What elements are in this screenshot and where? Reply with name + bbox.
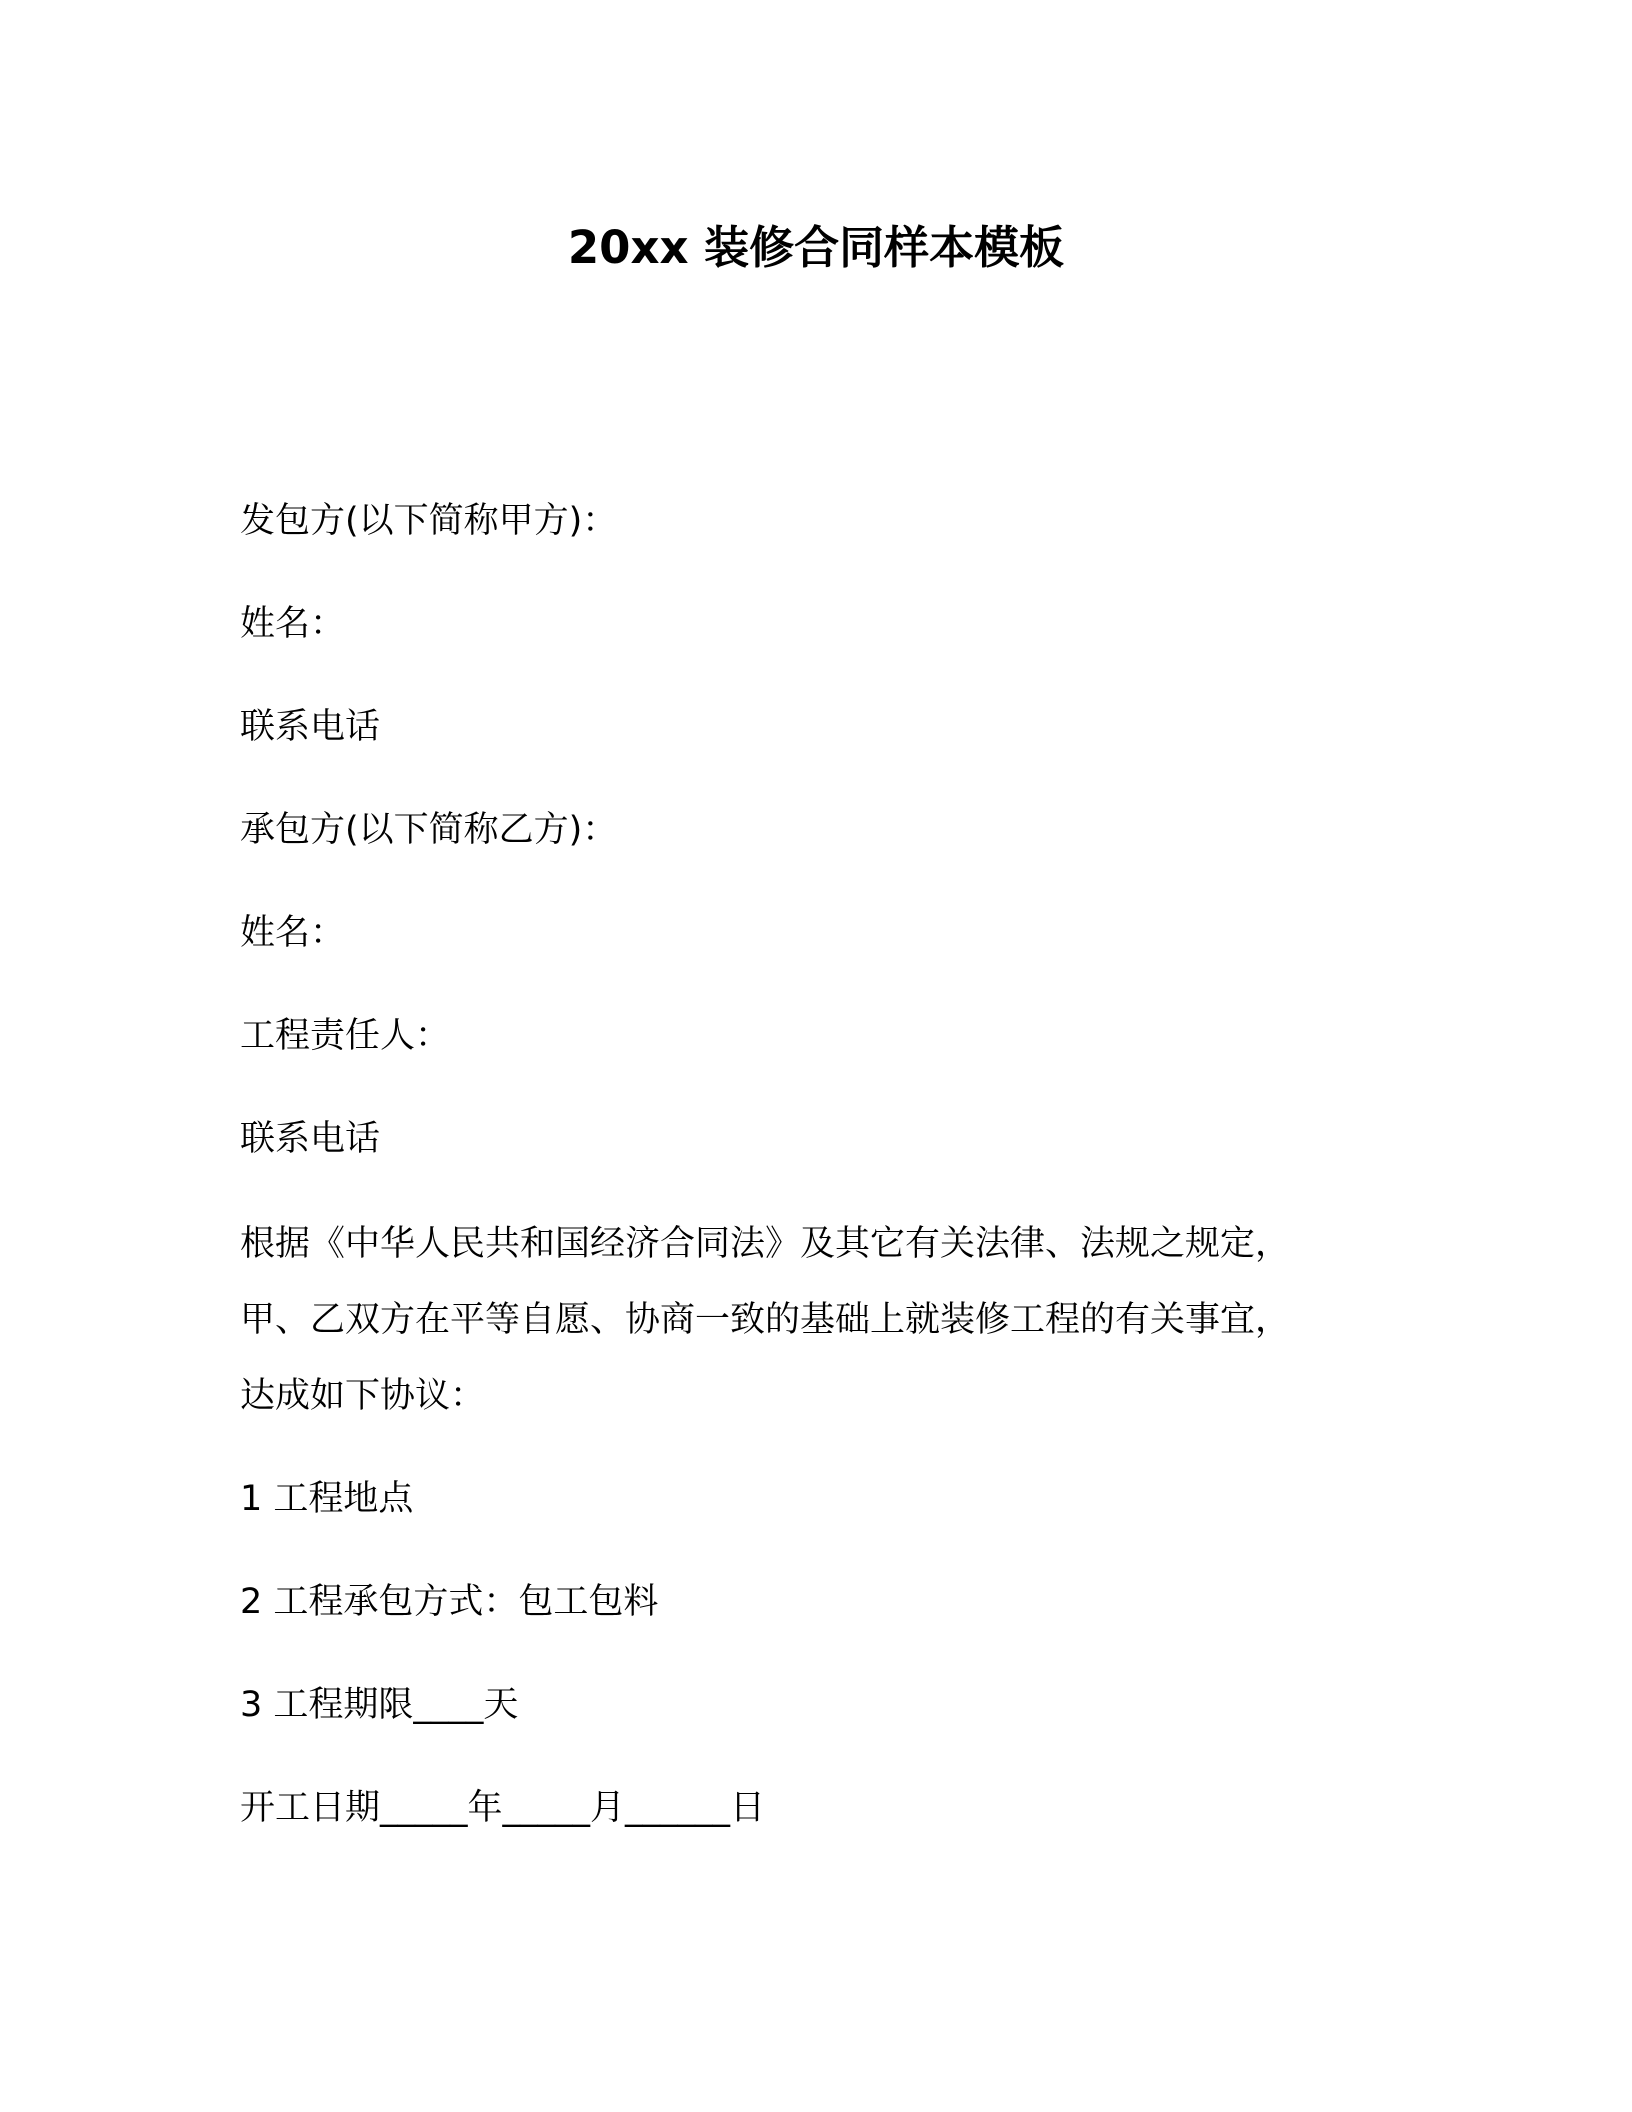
party-a-name-label: 姓名： (240, 604, 346, 644)
party-a-heading: 发包方(以下简称甲方)： (240, 501, 618, 541)
party-b-name-label: 姓名： (240, 913, 346, 953)
project-manager-label: 工程责任人： (240, 1016, 451, 1056)
party-b-heading: 承包方(以下简称乙方)： (240, 810, 618, 850)
clause-2: 2 工程承包方式：包工包料 (240, 1582, 659, 1622)
preamble-line: 达成如下协议： (240, 1376, 486, 1416)
party-b-phone-label: 联系电话 (240, 1119, 381, 1159)
start-date-line: 开工日期_____年_____月______日 (240, 1788, 766, 1828)
clause-1: 1 工程地点 (240, 1479, 414, 1519)
preamble-line: 根据《中华人民共和国经济合同法》及其它有关法律、法规之规定， (240, 1224, 1291, 1264)
party-a-phone-label: 联系电话 (240, 707, 381, 747)
document-title: 20xx 装修合同样本模板 (567, 221, 1065, 274)
preamble-line: 甲、乙双方在平等自愿、协商一致的基础上就装修工程的有关事宜， (240, 1300, 1291, 1340)
clause-3: 3 工程期限____天 (240, 1685, 519, 1725)
